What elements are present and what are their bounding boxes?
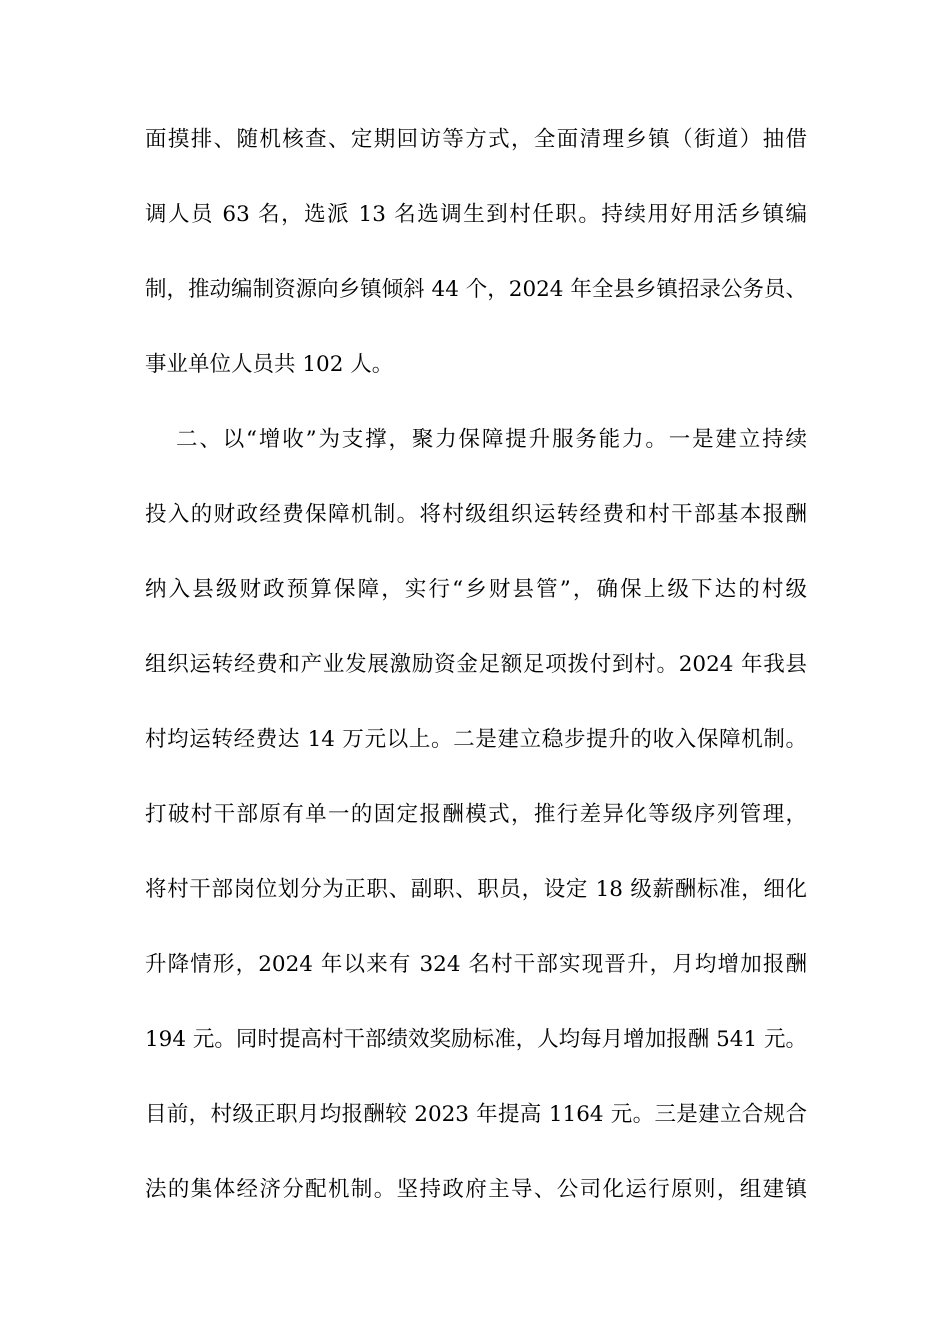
- paragraph-line: 194 元。同时提高村干部绩效奖励标准，人均每月增加报酬 541 元。: [145, 1027, 807, 1052]
- paragraph-line: 打破村干部原有单一的固定报酬模式，推行差异化等级序列管理，: [145, 802, 807, 827]
- paragraph-line: 组织运转经费和产业发展激励资金足额足项拨付到村。2024 年我县: [145, 652, 807, 677]
- paragraph-line: 面摸排、随机核查、定期回访等方式，全面清理乡镇（街道）抽借: [145, 127, 807, 152]
- paragraph-line: 投入的财政经费保障机制。将村级组织运转经费和村干部基本报酬: [145, 502, 807, 527]
- paragraph-line: 目前，村级正职月均报酬较 2023 年提高 1164 元。三是建立合规合: [145, 1102, 807, 1127]
- paragraph-line: 纳入县级财政预算保障，实行“乡财县管”，确保上级下达的村级: [145, 577, 807, 602]
- paragraph-line: 事业单位人员共 102 人。: [145, 352, 394, 377]
- paragraph-line: 法的集体经济分配机制。坚持政府主导、公司化运行原则，组建镇: [145, 1177, 807, 1202]
- paragraph-line: 将村干部岗位划分为正职、副职、职员，设定 18 级薪酬标准，细化: [145, 877, 807, 902]
- paragraph-line: 升降情形，2024 年以来有 324 名村干部实现晋升，月均增加报酬: [145, 952, 807, 977]
- paragraph-line: 调人员 63 名，选派 13 名选调生到村任职。持续用好用活乡镇编: [145, 202, 807, 227]
- paragraph-line: 制，推动编制资源向乡镇倾斜 44 个，2024 年全县乡镇招录公务员、: [145, 277, 807, 302]
- paragraph-line: 村均运转经费达 14 万元以上。二是建立稳步提升的收入保障机制。: [145, 727, 807, 752]
- paragraph-line: 二、以“增收”为支撑，聚力保障提升服务能力。一是建立持续: [176, 427, 807, 452]
